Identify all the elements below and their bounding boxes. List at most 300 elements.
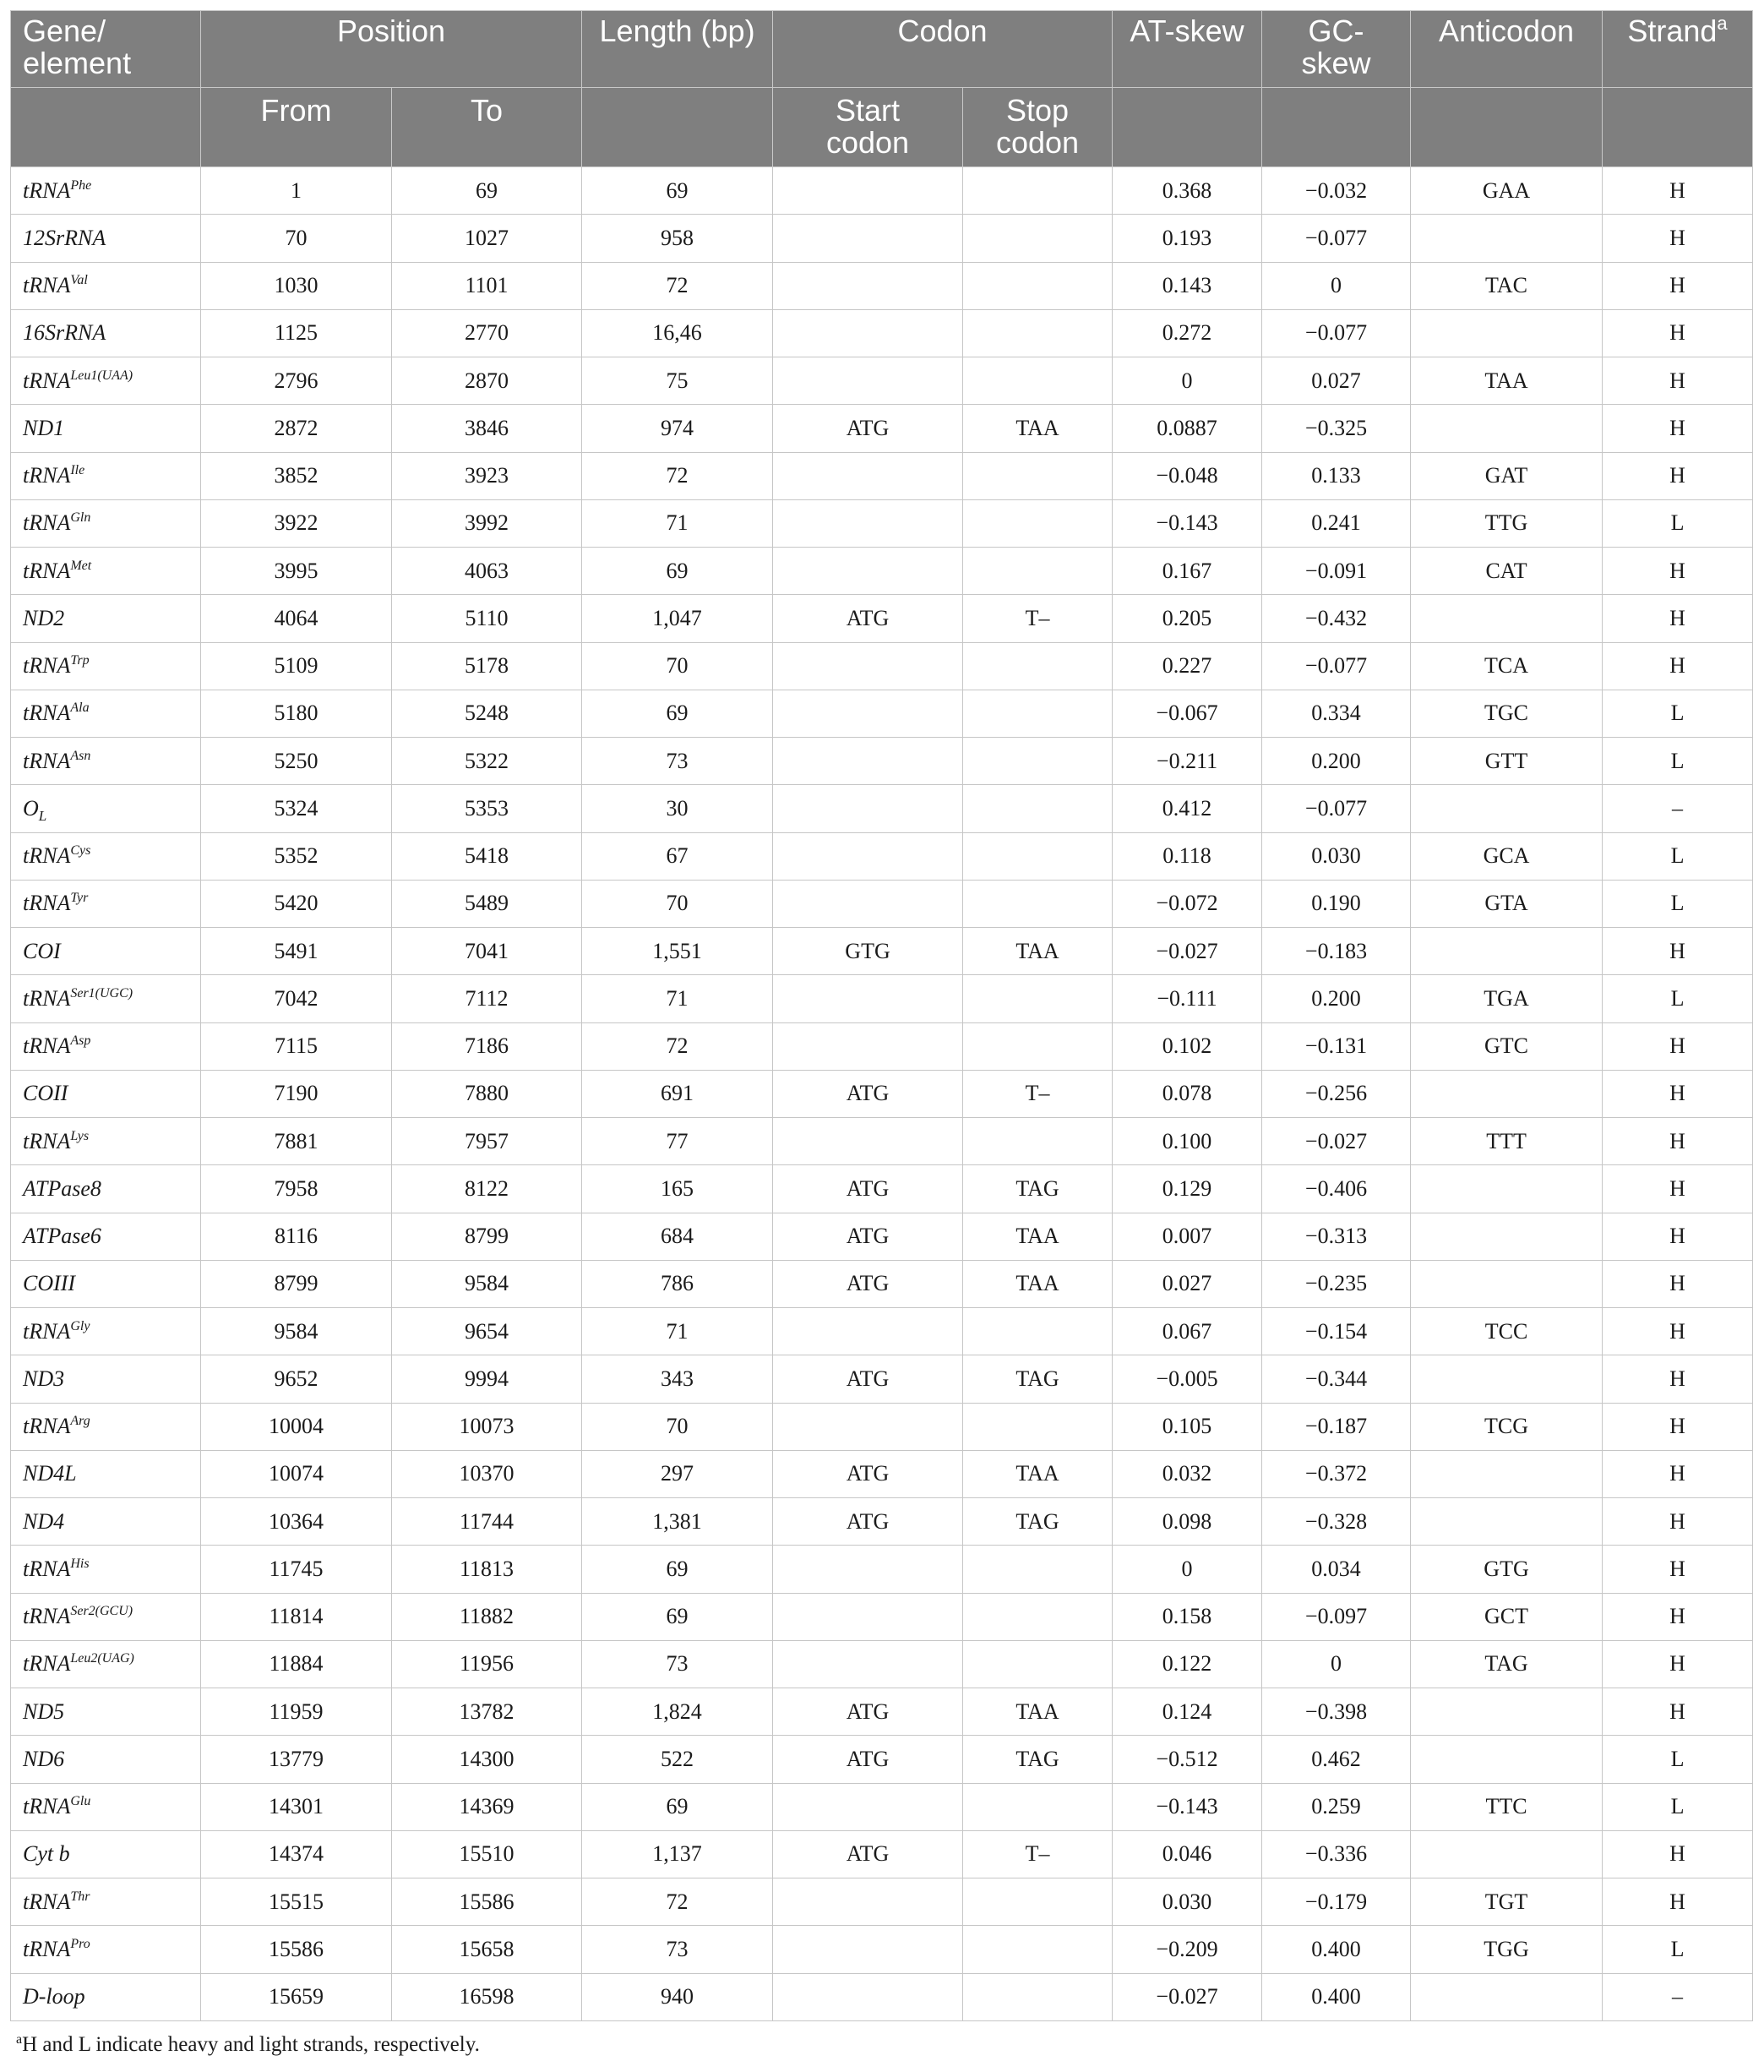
cell-gene	[11, 405, 201, 452]
header-gc-skew	[1262, 11, 1411, 88]
header-start-codon-line-2: codon	[825, 124, 910, 160]
cell-anticodon	[1411, 1973, 1603, 2020]
header-gene-element	[11, 11, 201, 88]
header-to: To	[392, 88, 582, 167]
gene-name: tRNA	[23, 368, 71, 393]
table-row	[11, 1783, 1753, 1830]
cell-stop-codon: TAA	[963, 405, 1113, 452]
cell-to: 11882	[392, 1593, 582, 1640]
cell-strand: H	[1603, 167, 1753, 215]
cell-gc-skew: −0.091	[1262, 548, 1411, 595]
gene-name: tRNA	[23, 1651, 71, 1677]
header-stop-codon	[963, 88, 1113, 167]
gene-name: ATPase8	[23, 1175, 101, 1201]
cell-from: 2872	[201, 405, 392, 452]
cell-stop-codon	[963, 499, 1113, 547]
gene-name: 12SrRNA	[23, 225, 106, 250]
cell-from: 7190	[201, 1070, 392, 1117]
cell-at-skew: 0.143	[1113, 262, 1262, 309]
cell-gc-skew: −0.372	[1262, 1450, 1411, 1497]
cell-gc-skew: −0.313	[1262, 1213, 1411, 1260]
header-gc-skew-line-1: GC-	[1308, 14, 1364, 48]
cell-length: 297	[582, 1450, 773, 1497]
cell-to: 14300	[392, 1736, 582, 1783]
header-position: Position	[201, 11, 582, 88]
cell-gene	[11, 595, 201, 642]
gene-superscript: Val	[70, 273, 88, 288]
gene-superscript: Trp	[70, 653, 90, 668]
cell-gene	[11, 1260, 201, 1307]
header-strand	[1603, 11, 1753, 88]
cell-stop-codon	[963, 880, 1113, 927]
cell-anticodon: TCG	[1411, 1403, 1603, 1450]
cell-gc-skew: −0.398	[1262, 1688, 1411, 1736]
cell-gene	[11, 832, 201, 880]
gene-name: tRNA	[23, 1604, 71, 1629]
cell-from: 5420	[201, 880, 392, 927]
table-row	[11, 595, 1753, 642]
gene-name: D-loop	[23, 1984, 85, 2009]
cell-at-skew: 0.102	[1113, 1022, 1262, 1070]
cell-to: 11813	[392, 1546, 582, 1593]
cell-start-codon	[773, 262, 963, 309]
cell-gc-skew: −0.032	[1262, 167, 1411, 215]
table-row	[11, 1308, 1753, 1355]
cell-stop-codon: T–	[963, 1070, 1113, 1117]
cell-stop-codon	[963, 1593, 1113, 1640]
gene-name: tRNA	[23, 843, 71, 869]
cell-anticodon: TTG	[1411, 499, 1603, 547]
cell-gc-skew: 0.400	[1262, 1926, 1411, 1973]
cell-start-codon: ATG	[773, 1736, 963, 1783]
table-row	[11, 975, 1753, 1022]
cell-start-codon: ATG	[773, 1355, 963, 1403]
gene-superscript: Ile	[70, 463, 85, 478]
cell-from: 15515	[201, 1878, 392, 1926]
header-gene-element-line-2: element	[23, 45, 132, 80]
cell-from: 15659	[201, 1973, 392, 2020]
cell-strand: L	[1603, 880, 1753, 927]
cell-to: 1101	[392, 262, 582, 309]
cell-stop-codon: T–	[963, 1830, 1113, 1878]
cell-from: 10004	[201, 1403, 392, 1450]
cell-start-codon	[773, 548, 963, 595]
cell-gene	[11, 1070, 201, 1117]
cell-gene	[11, 215, 201, 262]
header-strand-footnote-mark: a	[1717, 13, 1728, 34]
cell-length: 70	[582, 642, 773, 690]
cell-at-skew: −0.209	[1113, 1926, 1262, 1973]
cell-gc-skew: −0.077	[1262, 309, 1411, 357]
gene-superscript: Leu2(UAG)	[70, 1651, 134, 1666]
cell-from: 8116	[201, 1213, 392, 1260]
cell-length: 70	[582, 880, 773, 927]
cell-length: 71	[582, 1308, 773, 1355]
cell-length: 73	[582, 1640, 773, 1688]
header-from: From	[201, 88, 392, 167]
cell-stop-codon: TAA	[963, 928, 1113, 975]
cell-gene	[11, 1688, 201, 1736]
cell-stop-codon	[963, 1022, 1113, 1070]
cell-stop-codon	[963, 690, 1113, 737]
table-row	[11, 1355, 1753, 1403]
cell-to: 15510	[392, 1830, 582, 1878]
cell-length: 1,047	[582, 595, 773, 642]
cell-strand: L	[1603, 1783, 1753, 1830]
table-row	[11, 928, 1753, 975]
cell-length: 940	[582, 1973, 773, 2020]
cell-anticodon	[1411, 1736, 1603, 1783]
cell-strand: –	[1603, 785, 1753, 832]
cell-to: 7041	[392, 928, 582, 975]
gene-name: tRNA	[23, 558, 71, 583]
cell-start-codon	[773, 975, 963, 1022]
cell-anticodon: GCT	[1411, 1593, 1603, 1640]
cell-strand: H	[1603, 452, 1753, 499]
gene-superscript: Ala	[70, 701, 90, 716]
cell-anticodon: TGC	[1411, 690, 1603, 737]
cell-at-skew: 0.272	[1113, 309, 1262, 357]
cell-stop-codon	[963, 975, 1113, 1022]
cell-strand: H	[1603, 1165, 1753, 1213]
header-stop-codon-line-1: Stop	[1005, 93, 1070, 128]
cell-at-skew: 0.122	[1113, 1640, 1262, 1688]
cell-from: 7958	[201, 1165, 392, 1213]
cell-anticodon: TAA	[1411, 357, 1603, 405]
cell-length: 72	[582, 262, 773, 309]
cell-to: 2870	[392, 357, 582, 405]
cell-strand: –	[1603, 1973, 1753, 2020]
cell-anticodon: TCA	[1411, 642, 1603, 690]
cell-gc-skew: 0.027	[1262, 357, 1411, 405]
cell-at-skew: −0.005	[1113, 1355, 1262, 1403]
cell-length: 72	[582, 452, 773, 499]
cell-gene	[11, 1308, 201, 1355]
cell-anticodon	[1411, 1450, 1603, 1497]
cell-to: 11744	[392, 1498, 582, 1546]
cell-at-skew: 0.0887	[1113, 405, 1262, 452]
cell-gene	[11, 642, 201, 690]
cell-stop-codon	[963, 215, 1113, 262]
table-body	[11, 167, 1753, 2021]
cell-anticodon: TAC	[1411, 262, 1603, 309]
cell-strand: H	[1603, 1498, 1753, 1546]
cell-strand: H	[1603, 1688, 1753, 1736]
cell-gc-skew: −0.336	[1262, 1830, 1411, 1878]
cell-at-skew: 0.129	[1113, 1165, 1262, 1213]
cell-gc-skew: −0.097	[1262, 1593, 1411, 1640]
cell-strand: H	[1603, 928, 1753, 975]
cell-gene	[11, 357, 201, 405]
header-at-skew: AT-skew	[1113, 11, 1262, 88]
gene-name: tRNA	[23, 891, 71, 916]
cell-gene	[11, 1022, 201, 1070]
cell-anticodon: GTT	[1411, 738, 1603, 785]
cell-anticodon	[1411, 1213, 1603, 1260]
cell-length: 72	[582, 1878, 773, 1926]
gene-name: Cyt b	[23, 1841, 70, 1867]
cell-gene	[11, 1640, 201, 1688]
cell-gc-skew: −0.077	[1262, 785, 1411, 832]
footnote-mark: a	[16, 2032, 23, 2047]
cell-length: 786	[582, 1260, 773, 1307]
cell-from: 3922	[201, 499, 392, 547]
cell-gc-skew: −0.325	[1262, 405, 1411, 452]
cell-at-skew: −0.027	[1113, 928, 1262, 975]
cell-length: 75	[582, 357, 773, 405]
gene-name: ND4L	[23, 1461, 77, 1486]
cell-start-codon: ATG	[773, 1498, 963, 1546]
cell-at-skew: −0.143	[1113, 1783, 1262, 1830]
table-row	[11, 1260, 1753, 1307]
gene-superscript: Asn	[70, 748, 91, 763]
cell-to: 13782	[392, 1688, 582, 1736]
table-row	[11, 880, 1753, 927]
cell-gene	[11, 785, 201, 832]
cell-to: 2770	[392, 309, 582, 357]
gene-name: tRNA	[23, 1556, 71, 1581]
cell-strand: H	[1603, 1022, 1753, 1070]
cell-from: 11884	[201, 1640, 392, 1688]
gene-superscript: Glu	[70, 1794, 91, 1809]
cell-at-skew: 0.158	[1113, 1593, 1262, 1640]
table-row	[11, 642, 1753, 690]
cell-anticodon	[1411, 1260, 1603, 1307]
gene-name: ND5	[23, 1698, 65, 1724]
table-row	[11, 1498, 1753, 1546]
cell-start-codon	[773, 832, 963, 880]
cell-to: 1027	[392, 215, 582, 262]
cell-strand: L	[1603, 975, 1753, 1022]
gene-name: ND6	[23, 1746, 65, 1771]
cell-at-skew: 0.098	[1113, 1498, 1262, 1546]
gene-name: tRNA	[23, 985, 71, 1011]
cell-stop-codon	[963, 1118, 1113, 1165]
cell-length: 522	[582, 1736, 773, 1783]
cell-to: 10073	[392, 1403, 582, 1450]
cell-gc-skew: −0.187	[1262, 1403, 1411, 1450]
cell-strand: L	[1603, 832, 1753, 880]
cell-length: 73	[582, 738, 773, 785]
cell-from: 5250	[201, 738, 392, 785]
gene-superscript: Cys	[70, 843, 91, 859]
cell-strand: H	[1603, 1640, 1753, 1688]
table-row	[11, 738, 1753, 785]
table-row	[11, 499, 1753, 547]
cell-start-codon: ATG	[773, 1688, 963, 1736]
cell-anticodon	[1411, 1355, 1603, 1403]
cell-gc-skew: −0.131	[1262, 1022, 1411, 1070]
table-row	[11, 1403, 1753, 1450]
cell-anticodon	[1411, 1830, 1603, 1878]
gene-name: ND4	[23, 1508, 65, 1534]
cell-gc-skew: −0.344	[1262, 1355, 1411, 1403]
cell-from: 7881	[201, 1118, 392, 1165]
gene-superscript: His	[70, 1556, 90, 1571]
table-row	[11, 548, 1753, 595]
cell-anticodon	[1411, 595, 1603, 642]
cell-to: 16598	[392, 1973, 582, 2020]
cell-gene	[11, 880, 201, 927]
cell-start-codon: ATG	[773, 1213, 963, 1260]
cell-at-skew: −0.067	[1113, 690, 1262, 737]
cell-start-codon	[773, 1783, 963, 1830]
cell-start-codon	[773, 1546, 963, 1593]
cell-gene	[11, 690, 201, 737]
cell-to: 7112	[392, 975, 582, 1022]
cell-at-skew: 0.124	[1113, 1688, 1262, 1736]
cell-gc-skew: 0.034	[1262, 1546, 1411, 1593]
cell-strand: H	[1603, 357, 1753, 405]
cell-gene	[11, 452, 201, 499]
cell-strand: H	[1603, 405, 1753, 452]
cell-from: 9652	[201, 1355, 392, 1403]
cell-at-skew: −0.111	[1113, 975, 1262, 1022]
cell-at-skew: 0.193	[1113, 215, 1262, 262]
cell-start-codon: ATG	[773, 595, 963, 642]
cell-from: 5180	[201, 690, 392, 737]
header-row-1	[11, 11, 1753, 88]
cell-start-codon	[773, 167, 963, 215]
cell-gene	[11, 1118, 201, 1165]
cell-anticodon: TCC	[1411, 1308, 1603, 1355]
cell-at-skew: −0.027	[1113, 1973, 1262, 2020]
cell-strand: L	[1603, 1926, 1753, 1973]
cell-anticodon: CAT	[1411, 548, 1603, 595]
cell-stop-codon	[963, 785, 1113, 832]
cell-anticodon: TGT	[1411, 1878, 1603, 1926]
cell-strand: H	[1603, 1878, 1753, 1926]
cell-to: 9994	[392, 1355, 582, 1403]
cell-at-skew: 0	[1113, 357, 1262, 405]
cell-strand: H	[1603, 1450, 1753, 1497]
gene-name: ND2	[23, 605, 65, 630]
cell-gc-skew: −0.179	[1262, 1878, 1411, 1926]
cell-gene	[11, 1213, 201, 1260]
cell-gc-skew: 0.200	[1262, 975, 1411, 1022]
cell-strand: H	[1603, 1070, 1753, 1117]
cell-start-codon	[773, 690, 963, 737]
cell-start-codon	[773, 309, 963, 357]
cell-strand: H	[1603, 1308, 1753, 1355]
cell-anticodon	[1411, 785, 1603, 832]
cell-stop-codon: TAA	[963, 1213, 1113, 1260]
cell-gene	[11, 1830, 201, 1878]
table-row	[11, 1450, 1753, 1497]
cell-gc-skew: −0.077	[1262, 215, 1411, 262]
cell-length: 69	[582, 1593, 773, 1640]
header-strand-label: Strand	[1627, 14, 1718, 48]
cell-stop-codon: TAG	[963, 1165, 1113, 1213]
gene-name: tRNA	[23, 273, 71, 298]
cell-stop-codon	[963, 1546, 1113, 1593]
cell-anticodon	[1411, 928, 1603, 975]
cell-anticodon	[1411, 1688, 1603, 1736]
cell-at-skew: 0.118	[1113, 832, 1262, 880]
gene-name: tRNA	[23, 653, 71, 679]
cell-anticodon: GCA	[1411, 832, 1603, 880]
cell-from: 2796	[201, 357, 392, 405]
cell-strand: H	[1603, 1213, 1753, 1260]
footnote	[16, 2032, 480, 2058]
cell-at-skew: 0.030	[1113, 1878, 1262, 1926]
cell-at-skew: 0.100	[1113, 1118, 1262, 1165]
cell-gene	[11, 1926, 201, 1973]
cell-strand: L	[1603, 499, 1753, 547]
cell-to: 7880	[392, 1070, 582, 1117]
header-start-codon-line-1: Start	[836, 93, 901, 128]
cell-from: 5491	[201, 928, 392, 975]
cell-to: 3846	[392, 405, 582, 452]
cell-anticodon: GAA	[1411, 167, 1603, 215]
gene-superscript: Leu1(UAA)	[70, 368, 133, 383]
header-gene-element-line-1: Gene/	[23, 14, 106, 48]
cell-start-codon: ATG	[773, 1450, 963, 1497]
header-codon: Codon	[773, 11, 1113, 88]
cell-stop-codon: TAA	[963, 1260, 1113, 1307]
table-row	[11, 357, 1753, 405]
cell-length: 72	[582, 1022, 773, 1070]
cell-stop-codon: TAA	[963, 1688, 1113, 1736]
table-row	[11, 690, 1753, 737]
gene-superscript: Lys	[70, 1128, 90, 1143]
cell-start-codon	[773, 785, 963, 832]
cell-start-codon	[773, 357, 963, 405]
cell-gc-skew: 0.190	[1262, 880, 1411, 927]
cell-gc-skew: −0.077	[1262, 642, 1411, 690]
cell-to: 11956	[392, 1640, 582, 1688]
cell-at-skew: 0	[1113, 1546, 1262, 1593]
cell-from: 1030	[201, 262, 392, 309]
cell-gene	[11, 309, 201, 357]
cell-length: 71	[582, 975, 773, 1022]
cell-length: 73	[582, 1926, 773, 1973]
cell-length: 165	[582, 1165, 773, 1213]
gene-name: tRNA	[23, 1414, 71, 1439]
cell-gc-skew: 0	[1262, 262, 1411, 309]
gene-name: tRNA	[23, 510, 71, 536]
table-row	[11, 1688, 1753, 1736]
cell-start-codon	[773, 738, 963, 785]
cell-from: 10074	[201, 1450, 392, 1497]
cell-start-codon: ATG	[773, 1165, 963, 1213]
cell-at-skew: 0.105	[1113, 1403, 1262, 1450]
cell-gc-skew: 0.241	[1262, 499, 1411, 547]
cell-start-codon	[773, 1640, 963, 1688]
table-row	[11, 1070, 1753, 1117]
gene-superscript: Phe	[70, 177, 92, 193]
cell-at-skew: −0.072	[1113, 880, 1262, 927]
cell-length: 69	[582, 1546, 773, 1593]
gene-name: tRNA	[23, 1033, 71, 1059]
header-gc-skew-sub	[1262, 88, 1411, 167]
cell-to: 8122	[392, 1165, 582, 1213]
cell-stop-codon	[963, 309, 1113, 357]
cell-gc-skew: 0.030	[1262, 832, 1411, 880]
cell-stop-codon	[963, 1640, 1113, 1688]
cell-gene	[11, 1450, 201, 1497]
table-row	[11, 452, 1753, 499]
cell-at-skew: 0.078	[1113, 1070, 1262, 1117]
cell-gc-skew: −0.183	[1262, 928, 1411, 975]
table-row	[11, 309, 1753, 357]
gene-superscript: Arg	[70, 1414, 90, 1429]
cell-stop-codon	[963, 262, 1113, 309]
cell-from: 15586	[201, 1926, 392, 1973]
table-row	[11, 832, 1753, 880]
cell-stop-codon	[963, 548, 1113, 595]
cell-strand: H	[1603, 1830, 1753, 1878]
